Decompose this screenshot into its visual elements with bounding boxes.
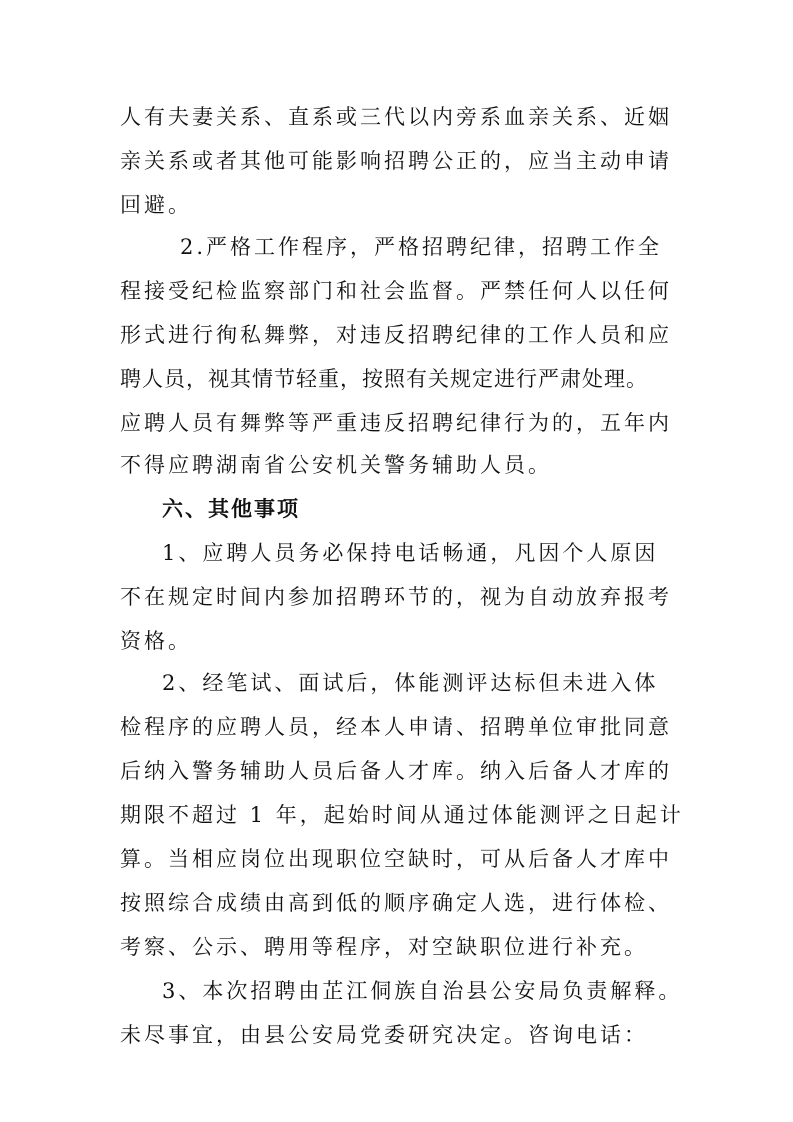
- body-line: 人有夫妻关系、直系或三代以内旁系血亲关系、近姻: [120, 105, 672, 129]
- section-heading: 六、其他事项: [162, 496, 300, 521]
- body-line: 检程序的应聘人员，经本人申请、招聘单位审批同意: [120, 715, 672, 739]
- body-line: 形式进行徇私舞弊，对违反招聘纪律的工作人员和应: [120, 323, 672, 347]
- body-line: 1、应聘人员务必保持电话畅通，凡因个人原因: [162, 541, 659, 565]
- body-line: 后纳入警务辅助人员后备人才库。纳入后备人才库的: [120, 759, 672, 783]
- body-line: 2、经笔试、面试后，体能测评达标但未进入体: [162, 671, 659, 695]
- body-line: 算。当相应岗位出现职位空缺时，可从后备人才库中: [120, 847, 672, 871]
- body-line: 亲关系或者其他可能影响招聘公正的，应当主动申请: [120, 149, 672, 173]
- body-line: 未尽事宜，由县公安局党委研究决定。咨询电话：: [120, 1023, 648, 1047]
- body-line: 按照综合成绩由高到低的顺序确定人选，进行体检、: [120, 891, 672, 915]
- body-line: 应聘人员有舞弊等严重违反招聘纪律行为的，五年内: [120, 411, 672, 435]
- body-line: 3、本次招聘由芷江侗族自治县公安局负责解释。: [162, 979, 683, 1003]
- body-line: 不在规定时间内参加招聘环节的，视为自动放弃报考: [120, 585, 672, 609]
- body-line: 资格。: [120, 629, 192, 653]
- body-line: 程接受纪检监察部门和社会监督。严禁任何人以任何: [120, 279, 672, 303]
- body-line: 不得应聘湖南省公安机关警务辅助人员。: [120, 453, 552, 477]
- body-line: 回避。: [120, 193, 192, 217]
- body-line: 2.严格工作程序，严格招聘纪律，招聘工作全: [180, 235, 663, 259]
- body-line: 期限不超过 1 年，起始时间从通过体能测评之日起计: [120, 803, 684, 827]
- body-line: 考察、公示、聘用等程序，对空缺职位进行补充。: [120, 935, 648, 959]
- body-line: 聘人员，视其情节轻重，按照有关规定进行严肃处理。: [120, 367, 648, 391]
